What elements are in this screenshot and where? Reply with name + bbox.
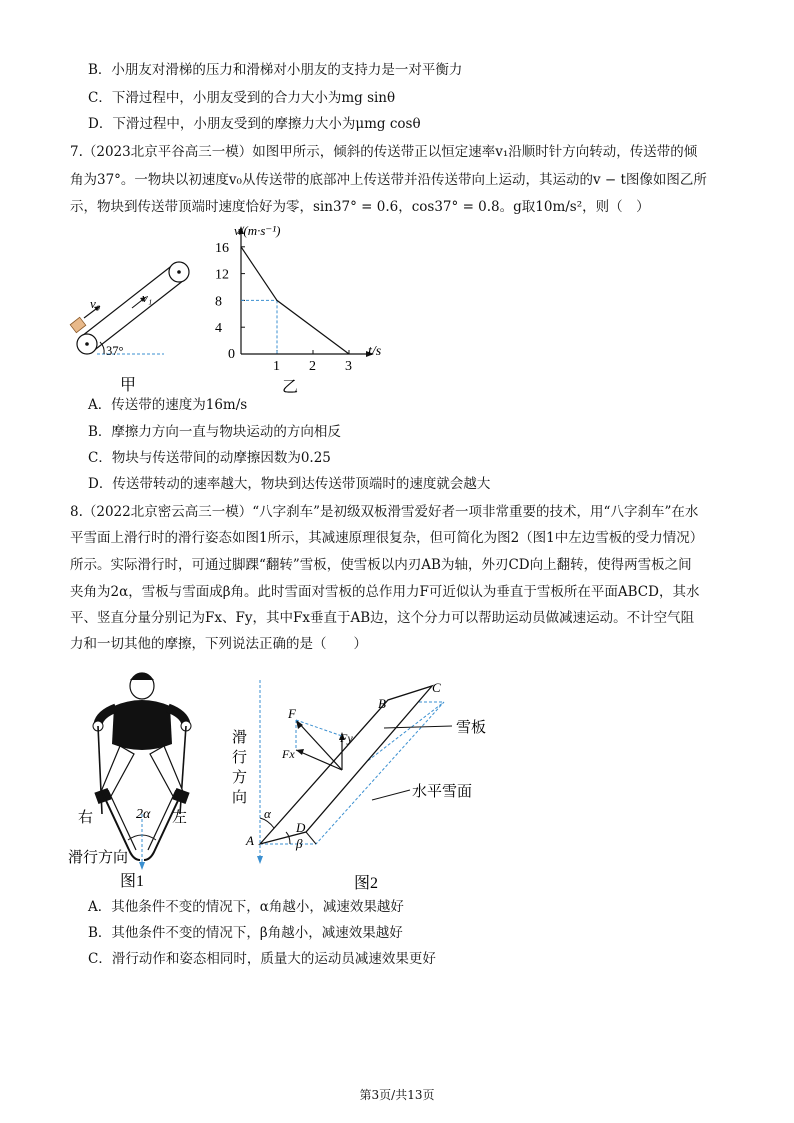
left-label: 左 bbox=[172, 810, 188, 826]
figure-yi-caption: 乙 bbox=[282, 379, 299, 396]
v0-label: v₀ bbox=[90, 296, 101, 311]
q6-option-d: D．下滑过程中，小朋友受到的摩擦力大小为μmg cosθ bbox=[88, 116, 421, 132]
board-label: 雪板 bbox=[456, 720, 487, 736]
y-tick-label: 8 bbox=[215, 294, 222, 310]
q8-stem-line-5: 平、竖直分量分别记为Fx、Fy，其中Fx垂直于AB边，这个分力可以帮助运动员做减速运动。不计空气阻 bbox=[70, 610, 695, 626]
beta-label: β bbox=[296, 836, 303, 851]
alpha-label: α bbox=[264, 806, 271, 821]
force-f-label: F bbox=[288, 706, 296, 721]
point-a-label: A bbox=[246, 833, 254, 848]
point-b-label: B bbox=[378, 696, 386, 711]
q7-stem-line-1: 7.（2023北京平谷高三一模）如图甲所示，倾斜的传送带正以恒定速率v₁沿顺时针方向转动，传送带的倾 bbox=[70, 144, 698, 160]
q7-option-b: B．摩擦力方向一直与物块运动的方向相反 bbox=[88, 424, 341, 440]
two-alpha-label: 2α bbox=[136, 807, 151, 822]
ground-label: 水平雪面 bbox=[412, 784, 473, 800]
q7-option-c: C．物块与传送带间的动摩擦因数为0.25 bbox=[88, 450, 331, 466]
x-tick-label: 3 bbox=[345, 359, 352, 374]
skier-figure bbox=[62, 664, 222, 894]
page-footer: 第3页/共13页 bbox=[359, 1088, 435, 1102]
q8-stem-line-6: 力和一切其他的摩擦，下列说法正确的是（ ） bbox=[70, 636, 367, 652]
figure-2-caption: 图2 bbox=[354, 875, 379, 892]
q8-stem-line-3: 所示。实际滑行时，可通过脚踝“翻转”雪板，使雪板以内刃AB为轴，外刃CD向上翻转，使得两雪板之间 bbox=[70, 557, 692, 573]
q7-stem-line-2: 角为37°。一物块以初速度v₀从传送带的底部冲上传送带并沿传送带向上运动，其运动的v − t图像如图乙所 bbox=[70, 172, 707, 188]
q7-stem-line-3: 示，物块到传送带顶端时速度恰好为零，sin37° = 0.6，cos37° = 0.8。g取10m/s²，则（ ） bbox=[70, 199, 650, 215]
slide-direction-label: 滑行方向 bbox=[68, 850, 129, 866]
ski-force-diagram bbox=[234, 672, 494, 896]
vt-graph bbox=[210, 220, 400, 400]
origin-label: 0 bbox=[228, 347, 235, 362]
v1-label: v₁ bbox=[142, 290, 153, 305]
y-tick-label: 12 bbox=[215, 267, 229, 283]
figure-1-caption: 图1 bbox=[120, 873, 145, 890]
force-fx-label: Fx bbox=[282, 747, 295, 761]
q8-option-b: B．其他条件不变的情况下，β角越小，减速效果越好 bbox=[88, 925, 403, 941]
q8-stem-line-2: 平雪面上滑行时的滑行姿态如图1所示，其减速原理很复杂，但可简化为图2（图1中左边雪板的受力情况） bbox=[70, 530, 704, 546]
y-tick-label: 16 bbox=[215, 240, 229, 256]
q8-option-c: C．滑行动作和姿态相同时，质量大的运动员减速效果更好 bbox=[88, 951, 436, 967]
point-c-label: C bbox=[432, 680, 441, 695]
q6-option-c: C．下滑过程中，小朋友受到的合力大小为mg sinθ bbox=[88, 90, 396, 106]
q7-option-d: D．传送带转动的速率越大，物块到达传送带顶端时的速度就会越大 bbox=[88, 476, 491, 492]
q7-option-a: A．传送带的速度为16m/s bbox=[88, 397, 248, 413]
point-d-label: D bbox=[296, 820, 306, 835]
x-axis-label: t/s bbox=[368, 344, 382, 359]
y-axis-label: v/(m·s⁻¹) bbox=[234, 223, 281, 238]
conveyor-belt-diagram bbox=[62, 228, 192, 398]
q8-stem-line-4: 夹角为2α，雪板与雪面成β角。此时雪面对雪板的总作用力F可近似认为垂直于雪板所在平面ABCD，其水 bbox=[70, 584, 700, 600]
y-tick-label: 4 bbox=[215, 321, 222, 337]
figure-jia-caption: 甲 bbox=[120, 377, 137, 394]
force-fy-label: Fy bbox=[340, 731, 353, 745]
q6-option-b: B．小朋友对滑梯的压力和滑梯对小朋友的支持力是一对平衡力 bbox=[88, 62, 463, 78]
right-label: 右 bbox=[78, 810, 94, 826]
fig2-direction-char-1: 滑 bbox=[232, 730, 248, 746]
fig2-direction-char-3: 方 bbox=[232, 770, 248, 786]
x-tick-label: 2 bbox=[309, 359, 316, 374]
q8-stem-line-1: 8.（2022北京密云高三一模）“八字刹车”是初级双板滑雪爱好者一项非常重要的技术，用“八字刹车”在水 bbox=[70, 504, 699, 520]
q8-option-a: A．其他条件不变的情况下，α角越小，减速效果越好 bbox=[88, 899, 404, 915]
fig2-direction-char-2: 行 bbox=[232, 750, 248, 766]
x-tick-label: 1 bbox=[273, 359, 280, 374]
fig2-direction-char-4: 向 bbox=[232, 790, 248, 806]
angle-label: 37° bbox=[106, 344, 124, 358]
